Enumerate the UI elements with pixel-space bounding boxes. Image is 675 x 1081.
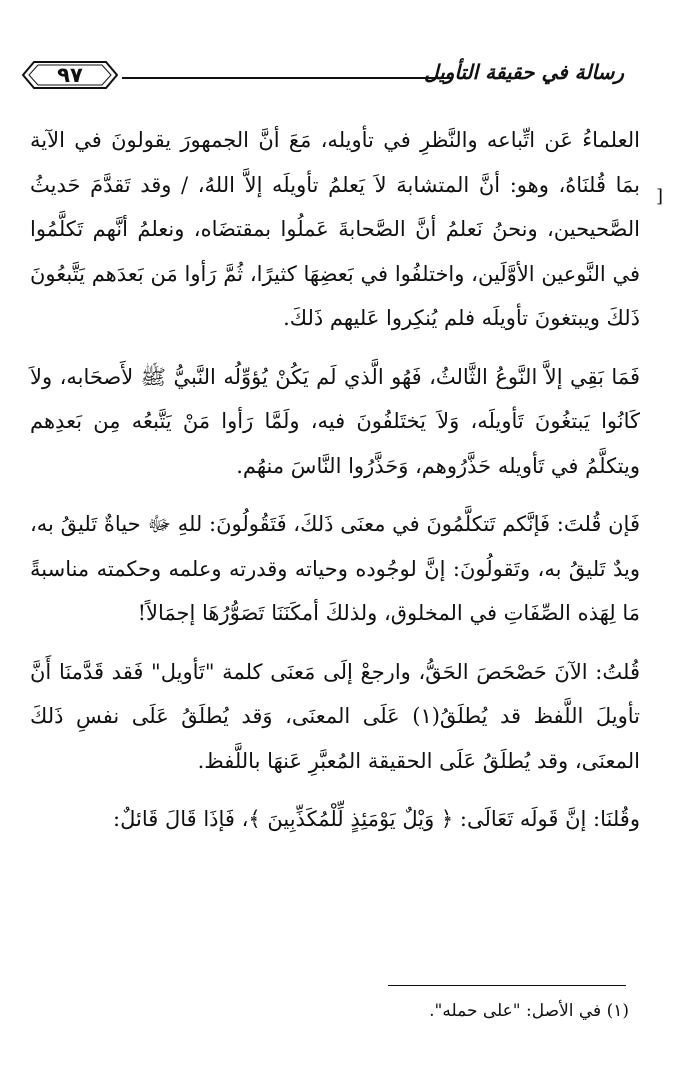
page-number: ٩٧: [57, 63, 83, 87]
paragraph: وقُلنَا: إنَّ قَولَه تَعَالَى: ﴿ وَيْلٌ يَوْمَئِذٍ لِّلْمُكَذِّبِينَ ﴾، فَإذَا قَالَ قَائلٌ:: [113, 807, 640, 831]
paragraph: فَمَا بَقِي إلاَّ النَّوعُ الثَّالثُ، فَهُو الَّذي لَم يَكُنْ يُؤوِّلُه النَّبيُّ ﷺ لأَصحَابه، ولاَ كَانُوا يَبتغُونَ تَأويلَه، وَلاَ يَختَلفُونَ فيه، ولَمَّا رَأوا مَنْ يَتَّبعُه مِن بَعدِهم ويتكلَّمُ في تَأويله حَذَّرُوهم، وَحَذَّرُوا النَّاسَ منهُم.: [30, 364, 640, 478]
footnote: (١) في الأصل: "على حمله".: [429, 1001, 629, 1021]
margin-mark: ]: [656, 186, 664, 207]
paragraph: العلماءُ عَن اتِّباعه والنَّظرِ في تأويله، مَعَ أنَّ الجمهورَ يقولونَ في الآية بمَا قُلنَاهُ، وهو: أنَّ المتشابهَ لاَ يَعلمُ تأويلَه إلاَّ اللهُ، / وقد تَقدَّمَ حَديثُ الصَّحيحين، ونحنُ نَعلمُ أنَّ الصَّحابةَ عَملُوا بمقتضَاه، ونعلمُ أنَّهم تَكلَّمُوا في النَّوعين الأوَّلَين، واختلفُوا في بَعضِهَا كثيرًا، ثُمَّ رَأوا مَن بَعدَهم يَتَّبعُونَ ذَلكَ ويبتغونَ تأويلَه فلم يُنكِروا عَليهم ذَلكَ.: [30, 128, 640, 330]
paragraph: قُلتُ: الآنَ حَصْحَصَ الحَقُّ، وارجعْ إلَى مَعنَى كلمة "تَأويل" فَقد قَدَّمنَا أَنَّ تأويلَ اللَّفظ قد يُطلَقُ(١) عَلَى المعنَى، وَقد يُطلَقُ عَلَى نفسِ ذَلكَ المعنَى، وقد يُطلَقُ عَلَى الحقيقة المُعبَّرِ عَنهَا باللَّفظ.: [30, 659, 640, 773]
header-rule: [122, 77, 452, 79]
paragraph: فَإن قُلتَ: فَإنَّكم تَتكلَّمُونَ في معنَى ذَلكَ، فَتَقُولُونَ: للهِ ﷻ حياةٌ تَليقُ به، ويدٌ تَليقُ به، وتَقولُونَ: إنَّ لوجُوده وحياته وقدرته وعلمه وحكمته مناسبةً مَا لِهَذه الصِّفَاتِ في المخلوق، ولذلكَ أمكَنَنَا تَصَوُّرُهَا إجمَالاً!: [30, 512, 640, 625]
running-title: رسالة في حقيقة التأويل: [424, 60, 624, 84]
page-header: [22, 58, 624, 94]
page-number-frame: [22, 60, 118, 90]
body-text: [30, 118, 640, 856]
footnote-rule: [388, 985, 626, 986]
